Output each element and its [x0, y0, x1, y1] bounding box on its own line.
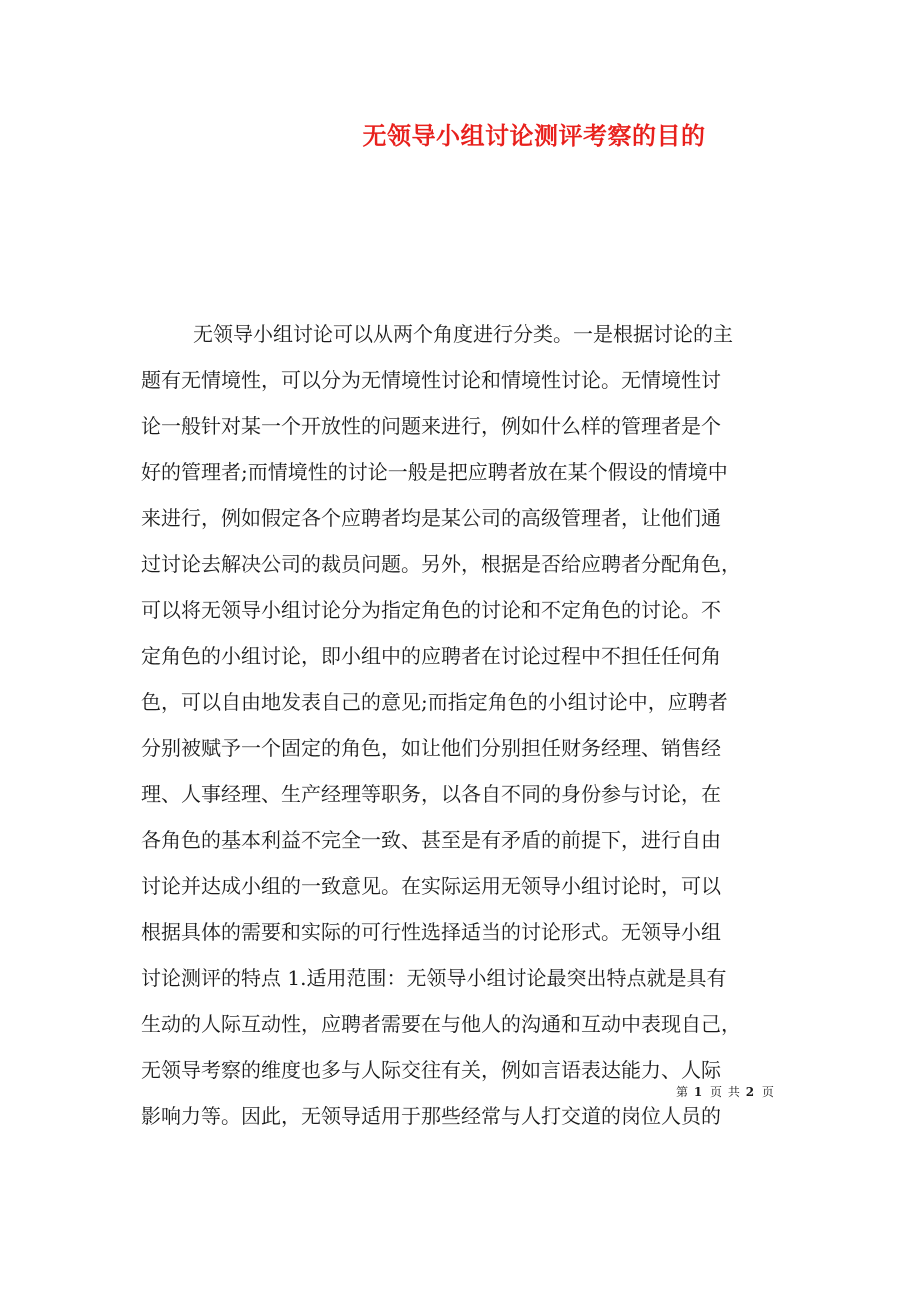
body-line: 根据具体的需要和实际的可行性选择适当的讨论形式。无领导小组: [141, 920, 721, 944]
document-body: [141, 311, 781, 1139]
body-line: 讨论测评的特点 1.适用范围：无领导小组讨论最突出特点就是具有: [141, 966, 727, 990]
body-line: 无领导考察的维度也多与人际交往有关，例如言语表达能力、人际: [141, 1058, 721, 1082]
total-pages-number: 2: [745, 1085, 755, 1099]
current-page-number: 1: [693, 1085, 703, 1099]
footer-total-prefix: 共: [727, 1085, 740, 1099]
footer-suffix: 页: [761, 1085, 774, 1099]
body-line: 题有无情境性，可以分为无情境性讨论和情境性讨论。无情境性讨: [141, 368, 721, 392]
body-line: 影响力等。因此，无领导适用于那些经常与人打交道的岗位人员的: [141, 1104, 721, 1128]
body-line: 色，可以自由地发表自己的意见;而指定角色的小组讨论中，应聘者: [141, 690, 728, 714]
body-line: 理、人事经理、生产经理等职务，以各自不同的身份参与讨论，在: [141, 782, 721, 806]
body-line: 定角色的小组讨论，即小组中的应聘者在讨论过程中不担任任何角: [141, 644, 721, 668]
body-line: 各角色的基本利益不完全一致、甚至是有矛盾的前提下，进行自由: [141, 828, 721, 852]
body-line: 分别被赋予一个固定的角色，如让他们分别担任财务经理、销售经: [141, 736, 721, 760]
page-number-footer: [676, 1084, 776, 1100]
body-line: 生动的人际互动性，应聘者需要在与他人的沟通和互动中表现自己，: [141, 1012, 741, 1036]
body-line: 过讨论去解决公司的裁员问题。另外，根据是否给应聘者分配角色，: [141, 552, 741, 576]
body-line: 讨论并达成小组的一致意见。在实际运用无领导小组讨论时，可以: [141, 874, 721, 898]
body-line: 论一般针对某一个开放性的问题来进行，例如什么样的管理者是个: [141, 414, 721, 438]
document-title: 无领导小组讨论测评考察的目的: [362, 121, 706, 150]
footer-prefix: 第: [676, 1085, 689, 1099]
body-line: 来进行，例如假定各个应聘者均是某公司的高级管理者，让他们通: [141, 506, 721, 530]
footer-page-word: 页: [710, 1085, 723, 1099]
body-line: 好的管理者;而情境性的讨论一般是把应聘者放在某个假设的情境中: [141, 460, 728, 484]
body-line: 可以将无领导小组讨论分为指定角色的讨论和不定角色的讨论。不: [141, 598, 721, 622]
body-line: 无领导小组讨论可以从两个角度进行分类。一是根据讨论的主: [193, 322, 733, 346]
